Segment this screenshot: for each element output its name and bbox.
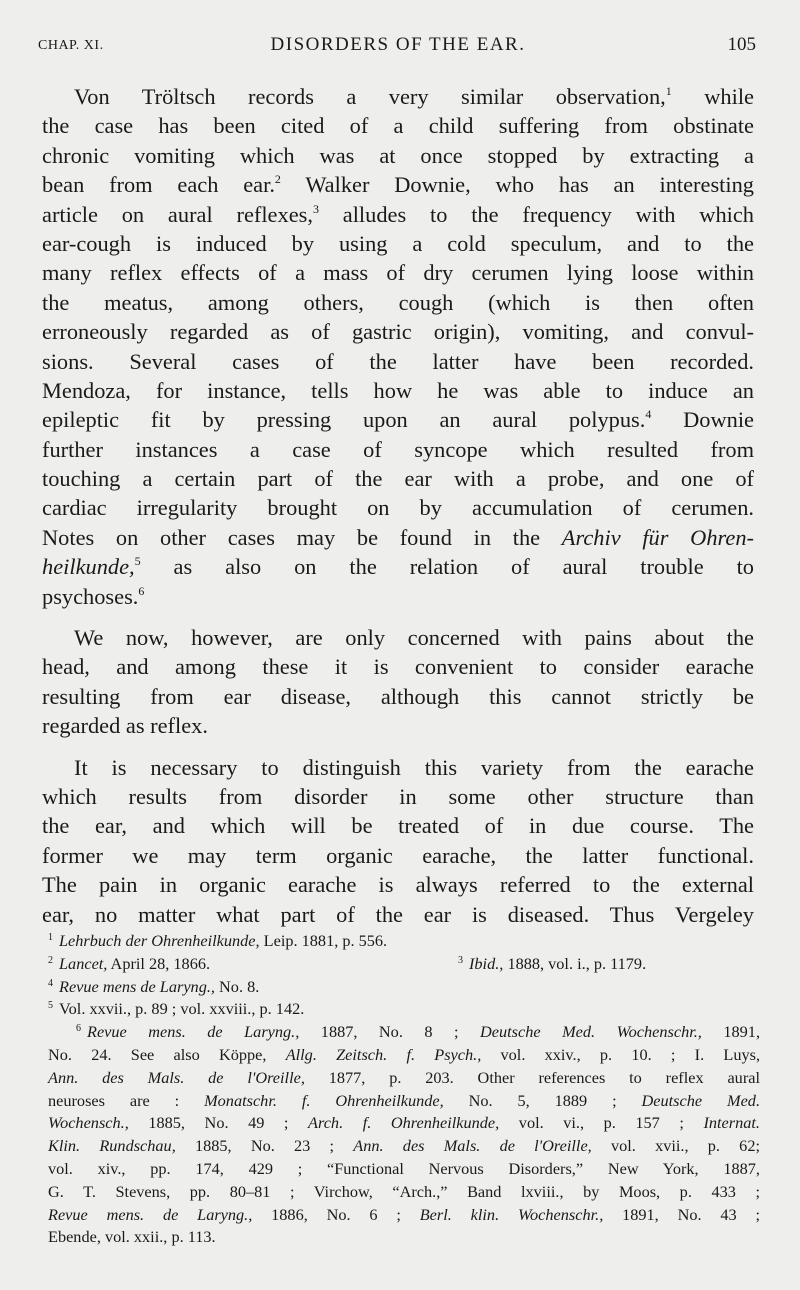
running-title: DISORDERS OF THE EAR. (270, 34, 526, 55)
text-line: the case has been cited of a child suffering from obstinate (42, 113, 754, 139)
text-line: epileptic fit by pressing upon an aural polypus.$^4$ Downie (42, 407, 754, 433)
text-line: further instances a case of syncope which resulted from (42, 436, 754, 462)
footnote-1: $^1$ Lehrbuch der Ohrenheilkunde, Leip. 1881, p. 556. (48, 931, 388, 950)
text-line: ear-cough is induced by using a cold speculum, and to the (42, 230, 754, 256)
text-line: the ear, and which will be treated of in due course. The (42, 813, 754, 839)
paragraph-break (42, 741, 754, 753)
text-line: Notes on other cases may be found in the Archiv für Ohren- (42, 524, 754, 550)
footnote-line: Ann. des Mals. de l'Oreille, 1877, p. 203. Other references to reflex aural (48, 1067, 760, 1087)
footnote-6 (48, 1021, 760, 1249)
text-line: the meatus, among others, cough (which is then often (42, 289, 754, 315)
text-line: psychoses.$^6$ (42, 583, 145, 609)
text-line: erroneously regarded as of gastric origin), vomiting, and convul- (42, 319, 754, 345)
footnote-line: Ebende, vol. xxii., p. 113. (48, 1227, 216, 1247)
footnote-line: Wochensch., 1885, No. 49 ; Arch. f. Ohrenheilkunde, vol. vi., p. 157 ; Internat. (48, 1113, 760, 1133)
text-line: bean from each ear.$^2$ Walker Downie, who has an interesting (42, 172, 754, 198)
text-line: article on aural reflexes,$^3$ alludes to the frequency with which (42, 201, 755, 227)
footnote-3: $^3$ Ibid., 1888, vol. i., p. 1179. (458, 953, 647, 973)
text-line: head, and among these it is convenient to consider earache (42, 654, 754, 680)
footnote-2-3 (48, 953, 760, 976)
text-line: many reflex effects of a mass of dry cerumen lying loose within (42, 260, 754, 286)
footnote-2: $^2$ Lancet, April 28, 1866. (48, 953, 211, 973)
footnote-5: $^5$ Vol. xxvii., p. 89 ; vol. xxviii., p. 142. (48, 999, 305, 1019)
footnote-4: $^4$ Revue mens de Laryng., No. 8. (48, 976, 260, 996)
text-line: former we may term organic earache, the latter functional. (42, 842, 754, 868)
footnotes (48, 930, 760, 1249)
text-line: cardiac irregularity brought on by accumulation of cerumen. (42, 495, 754, 521)
footnote-line: neuroses are : Monatschr. f. Ohrenheilkunde, No. 5, 1889 ; Deutsche Med. (48, 1090, 761, 1110)
text-line: We now, however, are only concerned with pains about the (74, 625, 754, 651)
text-line: heilkunde,$^5$ as also on the relation of aural trouble to (42, 554, 754, 580)
text-line: regarded as reflex. (42, 713, 208, 739)
text-line: which results from disorder in some other structure than (42, 783, 754, 809)
body-text (42, 82, 754, 929)
text-line: Mendoza, for instance, tells how he was able to induce an (42, 377, 754, 403)
text-line: The pain in organic earache is always referred to the external (42, 872, 754, 898)
footnote-line: G. T. Stevens, pp. 80–81 ; Virchow, “Arch.,” Band lxviii., by Moos, p. 433 ; (48, 1181, 760, 1201)
footnote-line: No. 24. See also Köppe, Allg. Zeitsch. f. Psych., vol. xxiv., p. 10. ; I. Luys, (48, 1044, 761, 1064)
text-line: Von Tröltsch records a very similar observation,$^1$ while (74, 84, 754, 109)
text-line: sions. Several cases of the latter have been recorded. (42, 348, 754, 374)
text-line: ear, no matter what part of the ear is diseased. Thus Vergeley (42, 901, 754, 927)
paragraph-break (42, 611, 754, 623)
footnote-line: Klin. Rundschau, 1885, No. 23 ; Ann. des Mals. de l'Oreille, vol. xvii., p. 62; (48, 1136, 760, 1156)
footnote-line: $^6$ Revue mens. de Laryng., 1887, No. 8 ; Deutsche Med. Wochenschr., 1891, (76, 1022, 761, 1042)
footnote-line: vol. xiv., pp. 174, 429 ; “Functional Nervous Disorders,” New York, 1887, (48, 1158, 760, 1178)
text-line: chronic vomiting which was at once stopped by extracting a (42, 142, 754, 168)
chapter-label: CHAP. XI. (38, 38, 104, 53)
running-header (38, 34, 758, 58)
text-line: resulting from ear disease, although this cannot strictly be (42, 683, 754, 709)
text-line: It is necessary to distinguish this variety from the earache (74, 754, 754, 780)
page-number: 105 (727, 34, 756, 55)
footnote-line: Revue mens. de Laryng., 1886, No. 6 ; Berl. klin. Wochenschr., 1891, No. 43 ; (48, 1204, 761, 1224)
text-line: touching a certain part of the ear with a probe, and one of (42, 466, 754, 492)
